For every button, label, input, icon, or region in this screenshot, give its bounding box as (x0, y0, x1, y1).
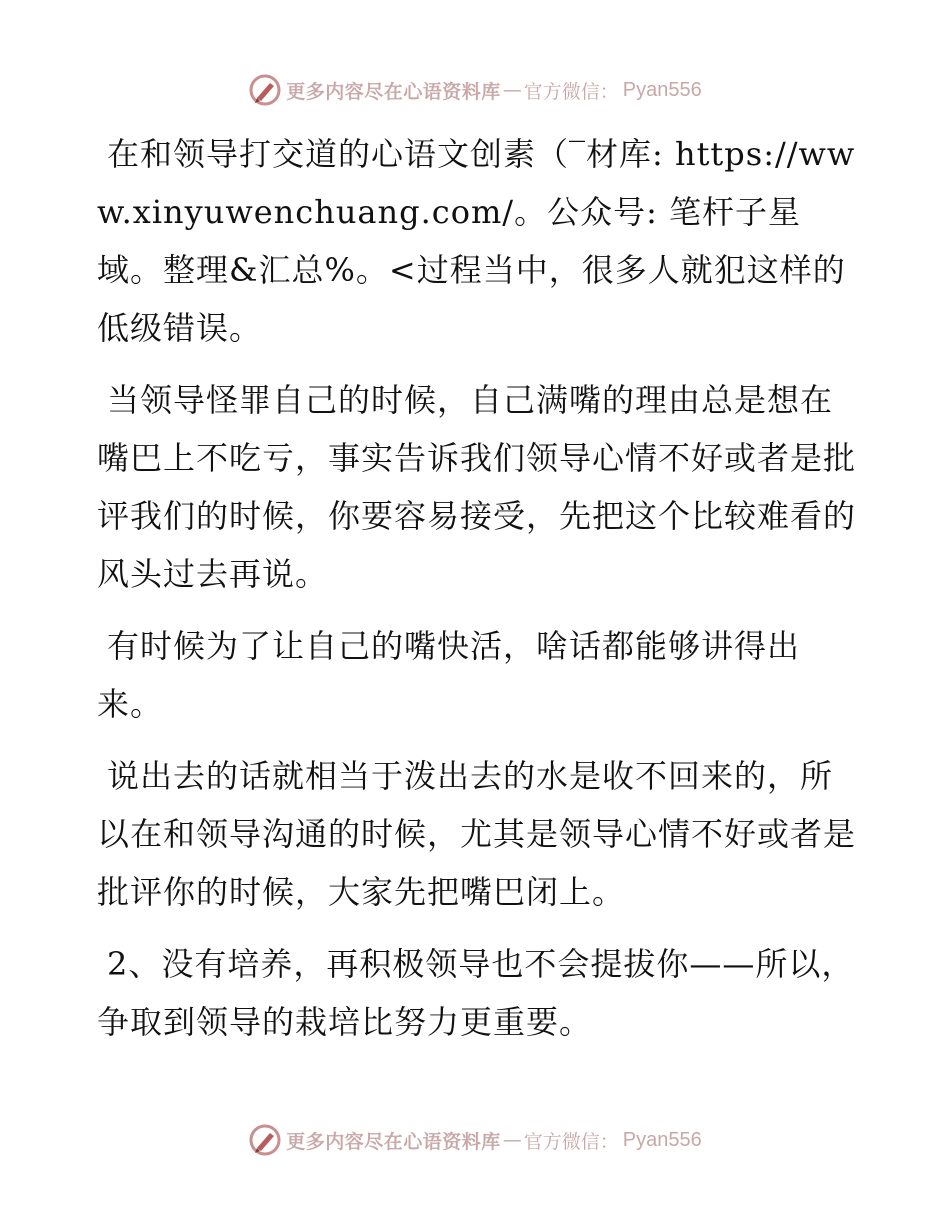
watermark-subtitle: 官方微信： (523, 80, 619, 103)
watermark-subtitle: 官方微信： (523, 1130, 619, 1153)
watermark-title: 更多内容尽在心语资料库 (286, 1130, 501, 1153)
paragraph: 2、没有培养，再积极领导也不会提拔你——所以，争取到领导的栽培比努力更重要。 (97, 945, 855, 1041)
pen-logo-icon (248, 1123, 282, 1157)
paragraph: 当领导怪罪自己的时候，自己满嘴的理由总是想在嘴巴上不吃亏，事实告诉我们领导心情不好或者是批评我们的时候，你要容易接受，先把这个比较难看的风头过去再说。 (97, 381, 857, 593)
watermark-dash: — (502, 1129, 522, 1151)
watermark-wechat-id: Pyan556 (622, 1128, 702, 1151)
paragraph: 说出去的话就相当于泼出去的水是收不回来的，所以在和领导沟通的时候，尤其是领导心情不好或者是批评你的时候，大家先把嘴巴闭上。 (97, 757, 857, 911)
paragraph: 在和领导打交道的心语文创素（‾材库: https://www.xinyuwenchuang.com/。公众号: 笔杆子星域。整理&汇总%。<过程当中，很多人就犯这样的低级错误。 (97, 135, 856, 347)
watermark-title: 更多内容尽在心语资料库 (286, 80, 501, 103)
watermark-dash: — (502, 79, 522, 101)
pen-logo-icon (248, 73, 282, 107)
footer-watermark (0, 1120, 950, 1160)
paragraph: 有时候为了让自己的嘴快活，啥话都能够讲得出来。 (97, 627, 801, 723)
document-body (97, 125, 857, 1065)
watermark-wechat-id: Pyan556 (622, 78, 702, 101)
header-watermark (0, 70, 950, 110)
